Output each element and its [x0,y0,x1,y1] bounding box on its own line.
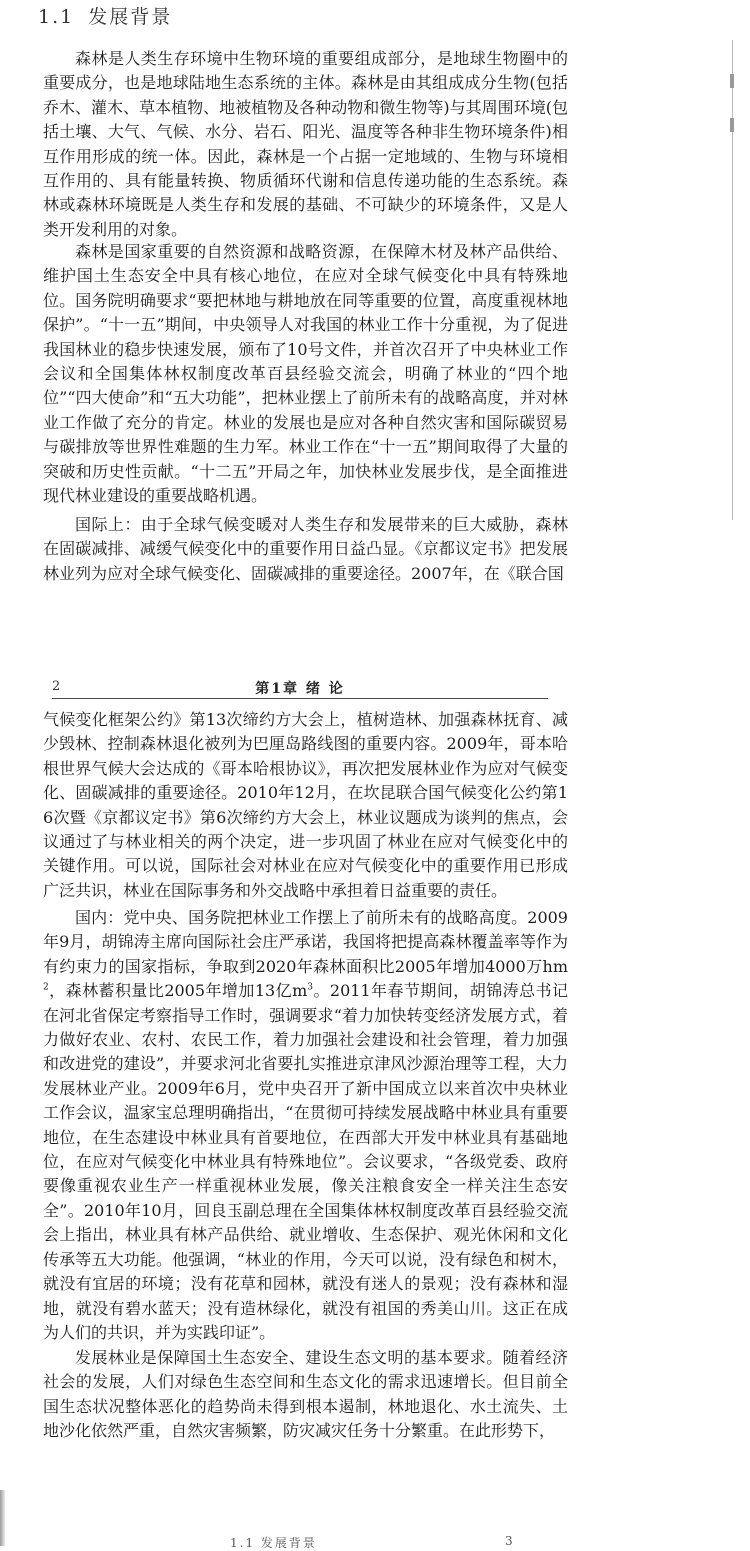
chapter-title: 第1章 绪 论 [255,681,345,697]
section-heading [38,2,172,29]
page-separator [0,640,750,670]
domestic-text-b: ，森林蓄积量比2005年增加13亿m [48,981,308,1001]
superscript-3: 3 [307,982,313,993]
book-spine-shadow [0,1490,5,1546]
next-page-number: 3 [505,1534,513,1548]
upper-page [0,0,750,640]
paragraph-ecological-security: 发展林业是保障国土生态安全、建设生态文明的基本要求。随着经济社会的发展，人们对绿色生态空间和生态文化的需求迅速增长。但目前全国生态状况整体恶化的趋势尚未得到根本遏制，林地退化、水土流失、土地沙化依然严重，自然灾害频繁，防灾减灾任务十分繁重。在此形势下， [43,1348,568,1441]
page-number: 2 [52,679,61,694]
page-edge-mark [730,118,734,132]
paragraph-copenhagen: 气候变化框架公约》第13次缔约方大会上，植树造林、加强森林抚育、减少毁林、控制森林退化被列为巴厘岛路线图的重要内容。2009年，哥本哈根世界气候大会达成的《哥本哈根协议》，再次把发展林业作为应对气候变化、固碳减排的重要途径。2010年12月，在坎昆联合国气候变化公约第16次暨《京都议定书》第6次缔约方大会上，林业议题成为谈判的焦点，会议通过了与林业相关的两个决定，进一步巩固了林业在应对气候变化中的关键作用。可以说，国际社会对林业在应对气候变化中的重要作用已形成广泛共识，林业在国际事务和外交战略中承担着日益重要的责任。 [43,710,568,900]
paragraph-domestic [43,906,568,1345]
paragraph-forest-definition: 森林是人类生存环境中生物环境的重要组成部分，是地球生物圈中的重要成分，也是地球陆地生态系统的主体。森林是由其组成成分生物(包括乔木、灌木、草本植物、地被植物及各种动物和微生物等)与其周围环境(包括土壤、大气、气候、水分、岩石、阳光、温度等各种非生物环境条件)相互作用形成的统一体。因此，森林是一个占据一定地域的、生物与环境相互作用的、具有能量转换、物质循环代谢和信息传递功能的生态系统。森林或森林环境既是人类生存和发展的基础、不可缺少的环境条件，又是人类开发利用的对象。 [43,49,568,239]
running-header [52,676,548,699]
paragraph-forest-resources: 森林是国家重要的自然资源和战略资源，在保障木材及林产品供给、维护国土生态安全中具有核心地位，在应对全球气候变化中具有特殊地位。国务院明确要求“要把林地与耕地放在同等重要的位置，高度重视林地保护”。“十一五”期间，中央领导人对我国的林业工作十分重视，为了促进我国林业的稳步快速发展，颁布了10号文件，并首次召开了中央林业工作会议和全国集体林权制度改革百县经验交流会，明确了林业的“四个地位”“四大使命”和“五大功能”，把林业摆上了前所未有的战略高度，并对林业工作做了充分的肯定。林业的发展也是应对各种自然灾害和国际碳贸易与碳排放等世界性难题的生力军。林业工作在“十一五”期间取得了大量的突破和历史性贡献。“十二五”开局之年，加快林业发展步伐，是全面推进现代林业建设的重要战略机遇。 [43,242,568,506]
domestic-text-a: 国内：党中央、国务院把林业工作摆上了前所未有的战略高度。2009年9月，胡锦涛主席向国际社会庄严承诺，我国将把提高森林覆盖率等作为有约束力的国家指标，争取到2020年森林面积比2005年增加4000万hm [43,908,568,976]
page-edge-mark [730,74,734,88]
section-title: 发展背景 [88,6,173,28]
paragraph-international: 国际上：由于全球气候变暖对人类生存和发展带来的巨大威胁，森林在固碳减排、减缓气候变化中的重要作用日益凸显。《京都议定书》把发展林业列为应对全球气候变化、固碳减排的重要途径。2007年，在《联合国 [43,515,568,583]
section-number: 1.1 [38,6,75,28]
next-page-header: 1.1 发展背景 [230,1536,317,1550]
page-edge-line [732,40,733,520]
domestic-text-c: 。2011年春节期间，胡锦涛总书记在河北省保定考察指导工作时，强调要求“着力加快转变经济发展方式，着力做好农业、农村、农民工作，着力加强社会建设和社会管理，着力加强和改进党的建设”，并要求河北省要扎实推进京津风沙源治理等工程，大力发展林业产业。2009年6月，党中央召开了新中国成立以来首次中央林业工作会议，温家宝总理明确指出，“在贯彻可持续发展战略中林业具有重要地位，在生态建设中林业具有首要地位，在西部大开发中林业具有基础地位，在应对气候变化中林业具有特殊地位”。会议要求，“各级党委、政府要像重视农业生产一样重视林业发展，像关注粮食安全一样关注生态安全”。2010年10月，回良玉副总理在全国集体林权制度改革百县经验交流会上指出，林业具有林产品供给、就业增收、生态保护、观光休闲和文化传承等五大功能。他强调，“林业的作用，今天可以说，没有绿色和树木，就没有宜居的环境；没有花草和园林，就没有迷人的景观；没有森林和湿地，就没有碧水蓝天；没有造林绿化，就没有祖国的秀美山川。这正在成为人们的共识，并为实践印证”。 [43,981,568,1342]
superscript-2: 2 [43,982,49,993]
